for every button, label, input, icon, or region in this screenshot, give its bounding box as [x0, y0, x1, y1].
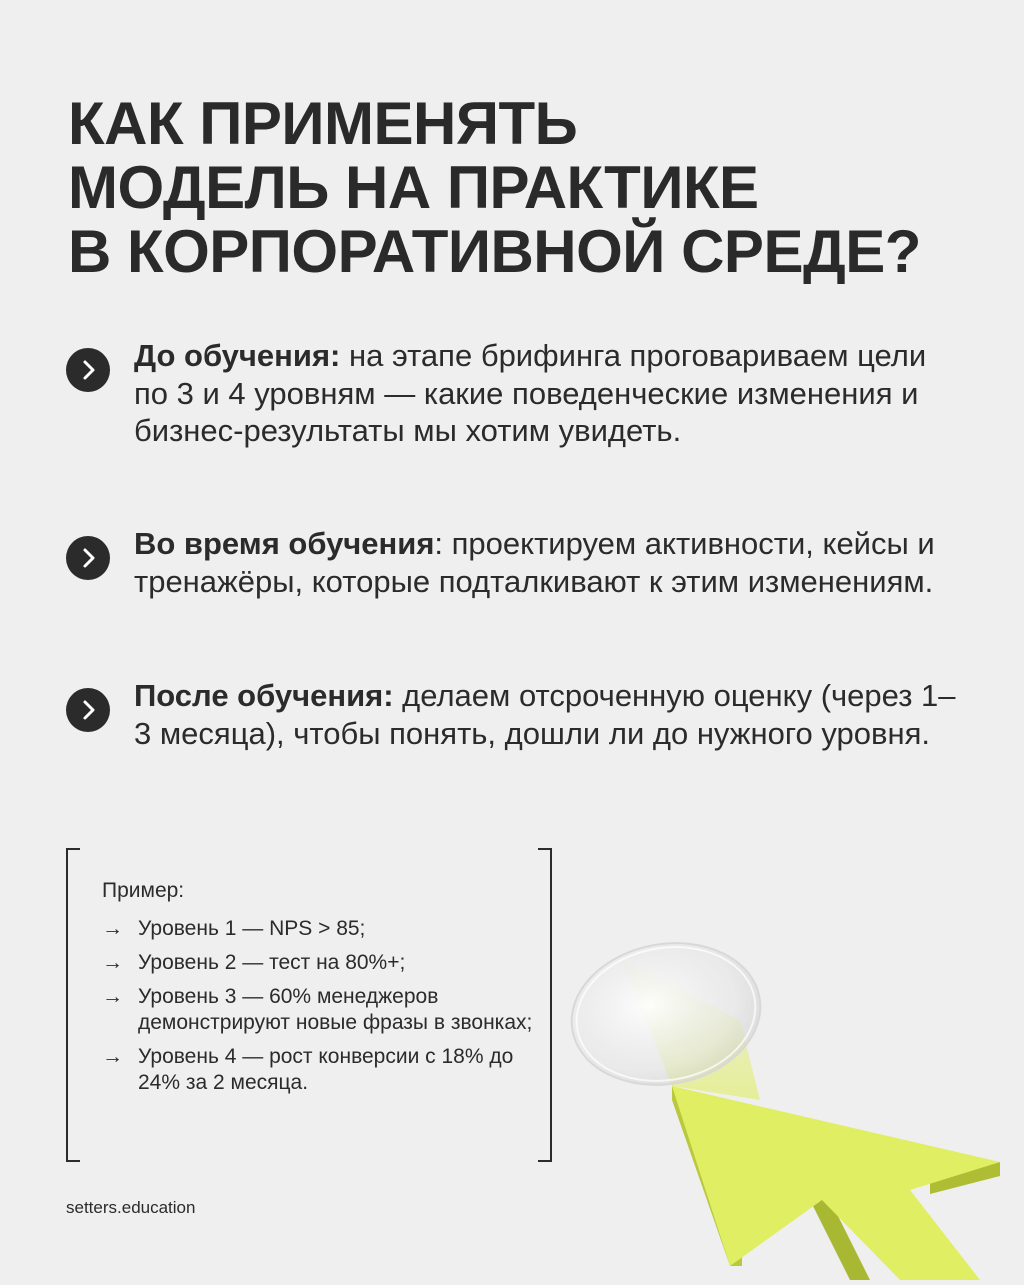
title-line-1: КАК ПРИМЕНЯТЬ: [68, 90, 578, 157]
list-item: [102, 950, 542, 976]
example-box: [66, 848, 552, 1160]
point-body: на этапе брифинга проговариваем цели по 3 и 4 уровням — какие поведенческие изменения и бизнес-результаты мы хотим увидеть.: [134, 338, 927, 448]
footer-brand: setters.education: [66, 1198, 196, 1217]
list-item: [102, 916, 542, 942]
example-list: [102, 916, 542, 1104]
cursor-magnifier-icon: [560, 900, 1024, 1280]
point-label: Во время обучения: [134, 526, 435, 561]
title-line-2: МОДЕЛЬ НА ПРАКТИКЕ: [68, 154, 759, 221]
point-text: [134, 525, 964, 600]
point-label: До обучения:: [134, 338, 341, 373]
list-item: [102, 984, 542, 1036]
chevron-right-icon: [66, 688, 110, 732]
example-item-text: Уровень 1 — NPS > 85;: [138, 917, 366, 940]
page-title: [68, 92, 988, 284]
point-body: : проектируем активности, кейсы и тренажёры, которые подталкивают к этим изменениям.: [134, 526, 935, 599]
left-bracket: [66, 848, 80, 1162]
point-text: [134, 337, 964, 450]
arrow-right-icon: →: [102, 917, 123, 940]
point-text: [134, 677, 964, 752]
arrow-right-icon: →: [102, 985, 123, 1008]
example-item-text: Уровень 3 — 60% менеджеров демонстрируют новые фразы в звонках;: [138, 985, 533, 1034]
list-item: [102, 1044, 542, 1096]
chevron-right-icon: [66, 536, 110, 580]
point-body: делаем отсроченную оценку (через 1–3 месяца), чтобы понять, дошли ли до нужного уровня.: [134, 678, 956, 751]
example-item-text: Уровень 2 — тест на 80%+;: [138, 951, 406, 974]
title-line-3: В КОРПОРАТИВНОЙ СРЕДЕ?: [68, 218, 921, 285]
arrow-right-icon: →: [102, 951, 123, 974]
arrow-right-icon: →: [102, 1045, 123, 1068]
example-item-text: Уровень 4 — рост конверсии с 18% до 24% за 2 месяца.: [138, 1045, 514, 1094]
chevron-right-icon: [66, 348, 110, 392]
example-heading: Пример:: [102, 879, 185, 902]
point-label: После обучения:: [134, 678, 394, 713]
